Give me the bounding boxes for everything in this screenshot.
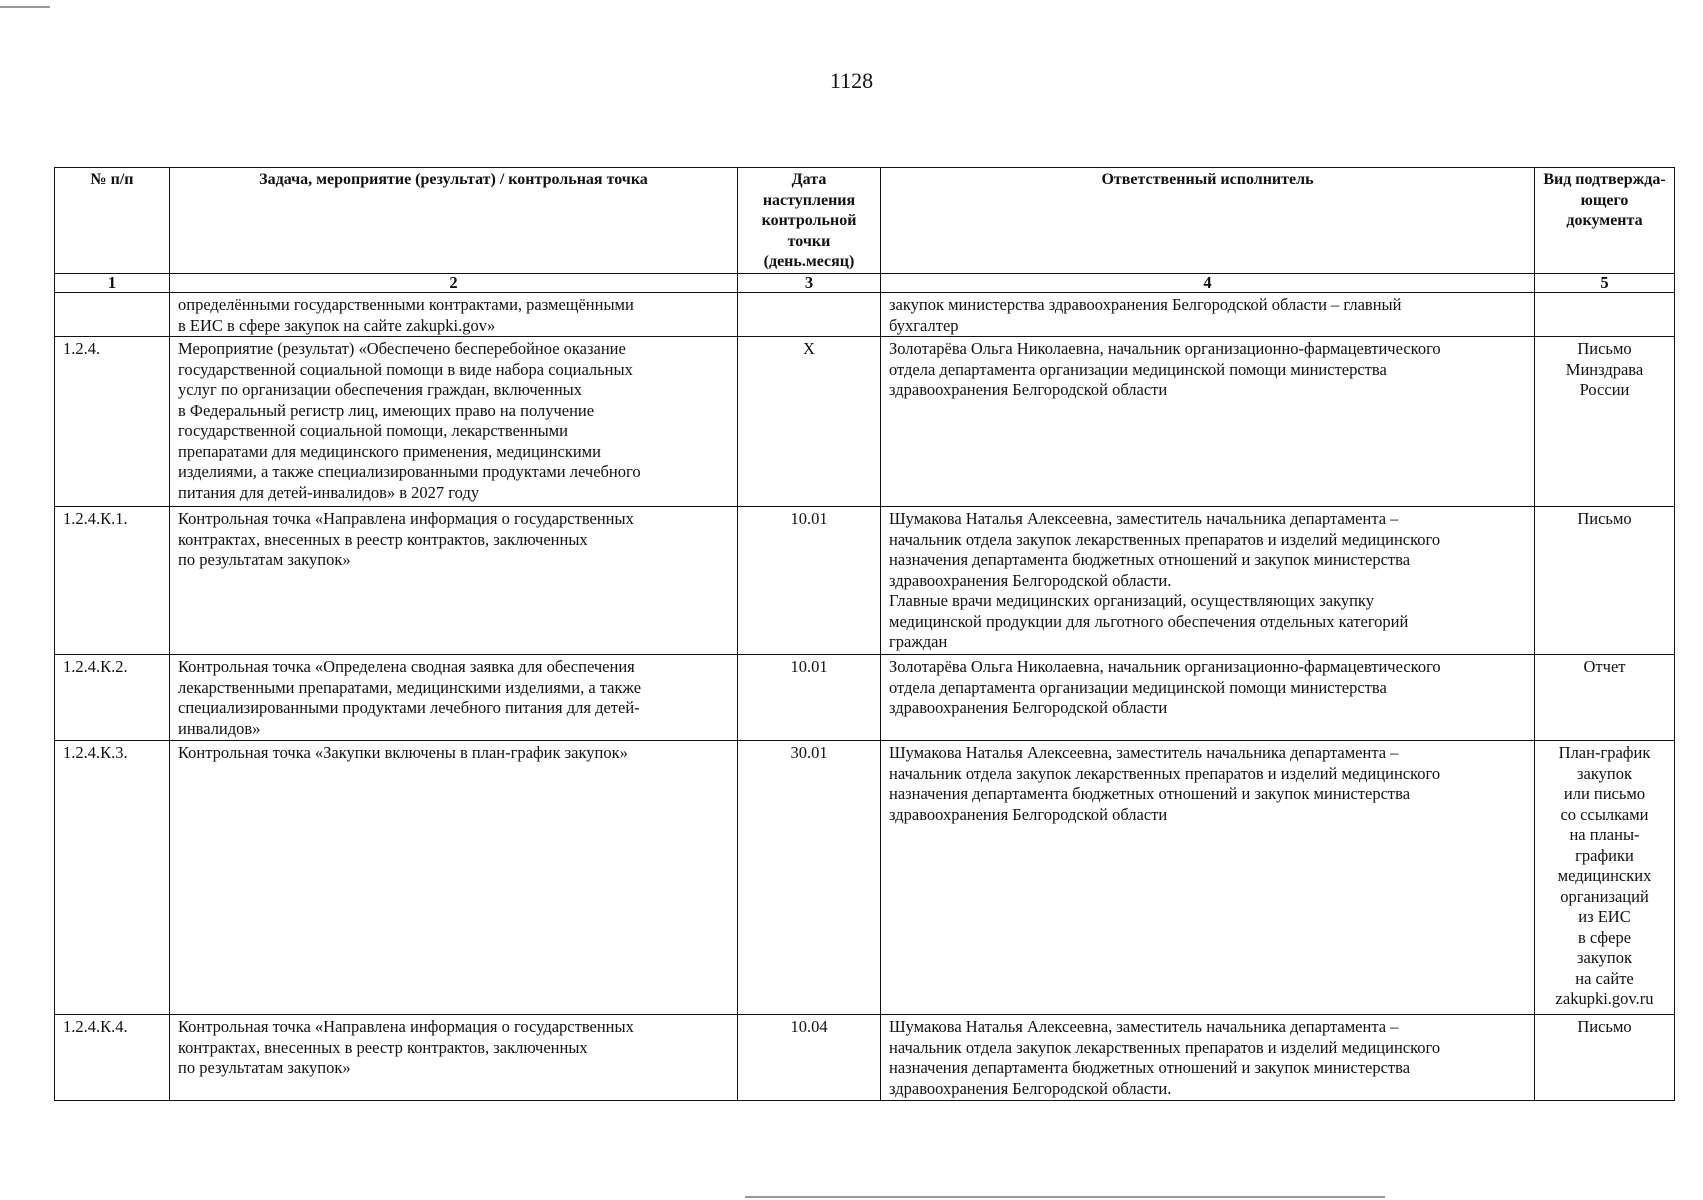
- row-task: Контрольная точка «Определена сводная заявка для обеспечения лекарственными препаратами, медицинскими изделиями, а также специализированными продуктами лечебного питания для детей- инвалидов»: [170, 655, 738, 741]
- row-document: Отчет: [1535, 655, 1675, 741]
- scan-mark-top: [0, 6, 50, 8]
- row-task: определёнными государственными контрактами, размещёнными в ЕИС в сфере закупок на сайте zakupki.gov»: [170, 293, 738, 337]
- row-number: [55, 293, 170, 337]
- column-number: 3: [738, 274, 881, 293]
- page-number: 1128: [829, 68, 874, 93]
- table-row: [55, 655, 1675, 741]
- column-number: 5: [1535, 274, 1675, 293]
- row-executor: Золотарёва Ольга Николаевна, начальник организационно-фармацевтического отдела департамента организации медицинской помощи министерства здравоохранения Белгородской области: [881, 655, 1535, 741]
- row-date: 10.01: [738, 655, 881, 741]
- row-executor: Шумакова Наталья Алексеевна, заместитель начальника департамента – начальник отдела закупок лекарственных препаратов и изделий медицинского назначения департамента бюджетных отношений и закупок министерства здравоохранения Белгородской области. Главные врачи медицинских организаций, осуществляющих закупку медицинской продукции для льготного обеспечения отдельных категорий граждан: [881, 507, 1535, 655]
- row-document: Письмо: [1535, 1015, 1675, 1101]
- row-date: 30.01: [738, 741, 881, 1015]
- header-task: Задача, мероприятие (результат) / контрольная точка: [170, 168, 738, 274]
- row-date: Х: [738, 337, 881, 507]
- table-row: [55, 293, 1675, 337]
- header-document: Вид подтвержда- ющего документа: [1535, 168, 1675, 274]
- table-row: [55, 1015, 1675, 1101]
- column-number: 1: [55, 274, 170, 293]
- row-document: План-график закупок или письмо со ссылками на планы- графики медицинских организаций из ЕИС в сфере закупок на сайте zakupki.gov.ru: [1535, 741, 1675, 1015]
- row-executor: Золотарёва Ольга Николаевна, начальник организационно-фармацевтического отдела департамента организации медицинской помощи министерства здравоохранения Белгородской области: [881, 337, 1535, 507]
- header-date: Дата наступления контрольной точки (день.месяц): [738, 168, 881, 274]
- row-number: 1.2.4.: [55, 337, 170, 507]
- row-task: Контрольная точка «Закупки включены в план-график закупок»: [170, 741, 738, 1015]
- table-row: [55, 337, 1675, 507]
- header-number: № п/п: [55, 168, 170, 274]
- row-document: [1535, 293, 1675, 337]
- row-task: Мероприятие (результат) «Обеспечено бесперебойное оказание государственной социальной помощи в виде набора социальных услуг по организации обеспечения граждан, включенных в Федеральный регистр лиц, имеющих право на получение государственной социальной помощи, лекарственными препаратами для медицинского применения, медицинскими изделиями, а также специализированными продуктами лечебного питания для детей-инвалидов» в 2027 году: [170, 337, 738, 507]
- row-number: 1.2.4.К.2.: [55, 655, 170, 741]
- table-row: [55, 507, 1675, 655]
- row-date: [738, 293, 881, 337]
- column-number: 2: [170, 274, 738, 293]
- row-executor: закупок министерства здравоохранения Белгородской области – главный бухгалтер: [881, 293, 1535, 337]
- row-document: Письмо: [1535, 507, 1675, 655]
- column-number: 4: [881, 274, 1535, 293]
- row-task: Контрольная точка «Направлена информация о государственных контрактах, внесенных в реестр контрактов, заключенных по результатам закупок»: [170, 1015, 738, 1101]
- scan-mark-bottom: [745, 1196, 1385, 1198]
- checkpoints-table: [54, 167, 1675, 1101]
- header-executor: Ответственный исполнитель: [881, 168, 1535, 274]
- row-number: 1.2.4.К.4.: [55, 1015, 170, 1101]
- row-document: Письмо Минздрава России: [1535, 337, 1675, 507]
- row-executor: Шумакова Наталья Алексеевна, заместитель начальника департамента – начальник отдела закупок лекарственных препаратов и изделий медицинского назначения департамента бюджетных отношений и закупок министерства здравоохранения Белгородской области.: [881, 1015, 1535, 1101]
- row-executor: Шумакова Наталья Алексеевна, заместитель начальника департамента – начальник отдела закупок лекарственных препаратов и изделий медицинского назначения департамента бюджетных отношений и закупок министерства здравоохранения Белгородской области: [881, 741, 1535, 1015]
- table-row: [55, 741, 1675, 1015]
- row-date: 10.04: [738, 1015, 881, 1101]
- row-task: Контрольная точка «Направлена информация о государственных контрактах, внесенных в реестр контрактов, заключенных по результатам закупок»: [170, 507, 738, 655]
- column-number-row: [55, 274, 1675, 293]
- row-number: 1.2.4.К.3.: [55, 741, 170, 1015]
- row-date: 10.01: [738, 507, 881, 655]
- row-number: 1.2.4.К.1.: [55, 507, 170, 655]
- table-header-row: [55, 168, 1675, 274]
